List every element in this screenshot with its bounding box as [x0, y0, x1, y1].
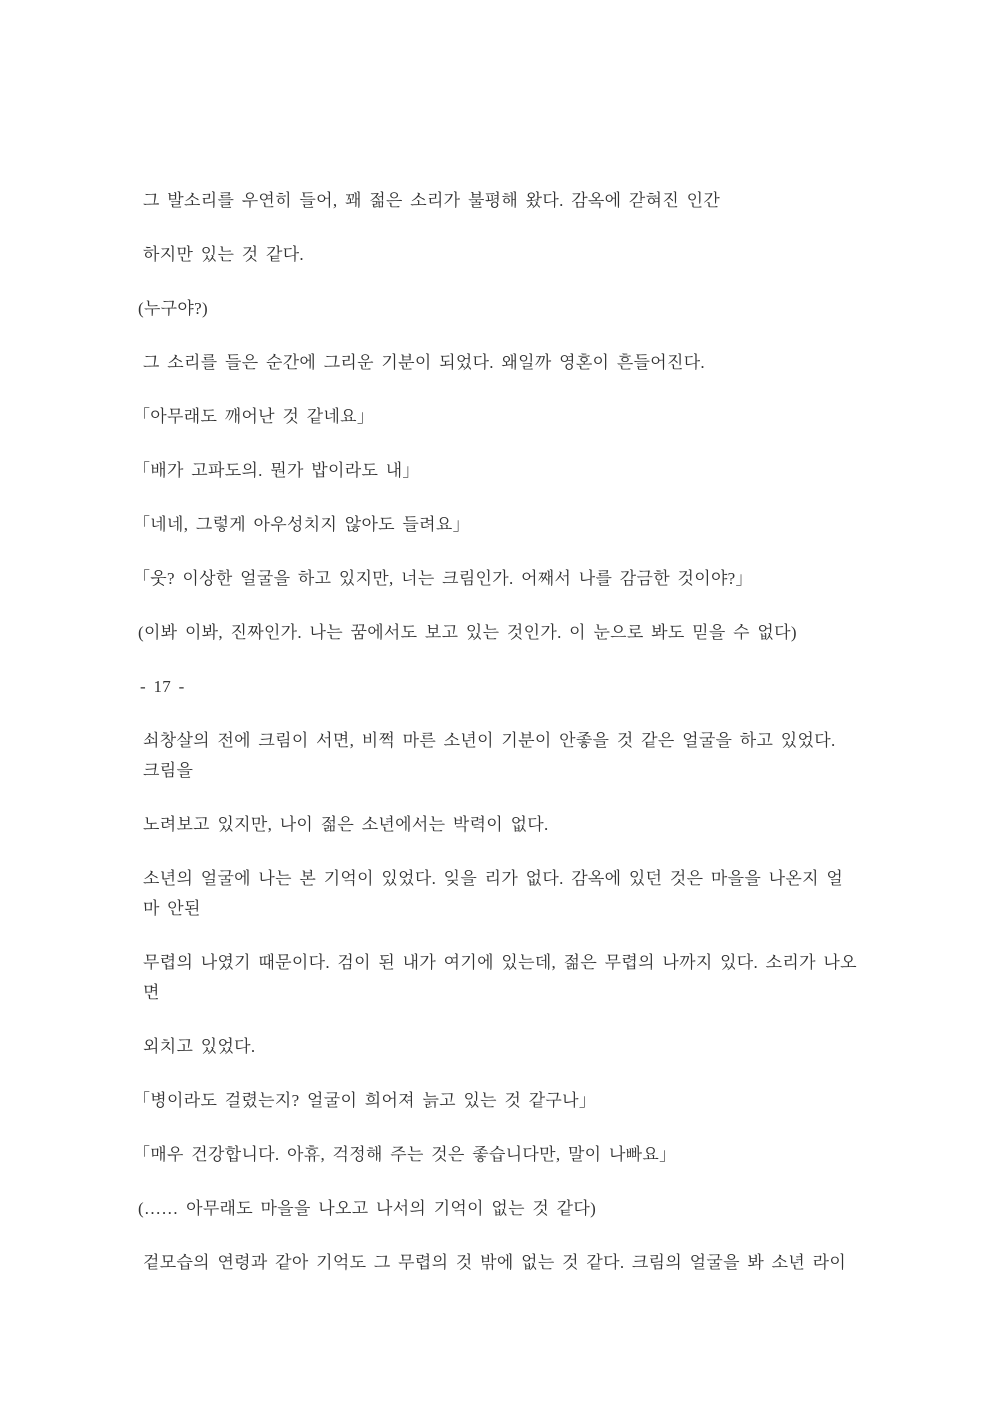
dialogue-line — [133, 456, 952, 486]
paragraph-line: 겉모습의 연령과 같아 기억도 그 무렵의 것 밖에 없는 것 같다. 크림의 얼굴을 봐 소년 라이 — [143, 1253, 847, 1272]
paragraph-line: (…… 아무래도 마을을 나오고 나서의 기억이 없는 것 같다) — [138, 1199, 597, 1218]
paragraph-line: 노려보고 있지만, 나이 젊은 소년에서는 박력이 없다. — [143, 815, 549, 834]
paragraph-line: 그 소리를 들은 순간에 그리운 기분이 되었다. 왜일까 영혼이 흔들어진다. — [143, 353, 705, 372]
dialogue-line — [133, 510, 952, 540]
paragraph-line: 크림을 — [143, 761, 194, 780]
paragraph-line: (이봐 이봐, 진짜인가. 나는 꿈에서도 보고 있는 것인가. 이 눈으로 봐도 믿을 수 없다) — [138, 623, 797, 642]
paragraph-line: 「아무래도 깨어난 것 같네요」 — [133, 407, 375, 426]
paragraph-line: 외치고 있었다. — [143, 1037, 256, 1056]
paragraph — [143, 240, 952, 270]
paragraph-line: 「웃? 이상한 얼굴을 하고 있지만, 너는 크림인가. 어째서 나를 감금한 것이야?」 — [133, 569, 753, 588]
paragraph-line: 「매우 건강합니다. 아휴, 걱정해 주는 것은 좋습니다만, 말이 나빠요」 — [133, 1145, 677, 1164]
thought-line — [138, 294, 952, 324]
paragraph-line: 그 발소리를 우연히 들어, 꽤 젊은 소리가 불평해 왔다. 감옥에 갇혀진 인간 — [143, 191, 721, 210]
paragraph — [143, 1248, 952, 1278]
paragraph-line: 「네네, 그렇게 아우성치지 않아도 들려요」 — [133, 515, 470, 534]
thought-line — [138, 1194, 952, 1224]
paragraph — [143, 726, 952, 786]
paragraph-line: 하지만 있는 것 같다. — [143, 245, 304, 264]
paragraph — [143, 348, 952, 378]
page-number-label: - 17 - — [140, 677, 185, 696]
paragraph-line: 「배가 고파도의. 뭔가 밥이라도 내」 — [133, 461, 420, 480]
paragraph — [143, 186, 952, 216]
thought-line — [138, 618, 952, 648]
dialogue-line — [133, 402, 952, 432]
paragraph-line: 면 — [143, 983, 160, 1002]
paragraph — [143, 1032, 952, 1062]
dialogue-line — [133, 564, 952, 594]
page-number — [140, 672, 952, 702]
paragraph-line: 쇠창살의 전에 크림이 서면, 비쩍 마른 소년이 기분이 안좋을 것 같은 얼굴을 하고 있었다. — [143, 731, 836, 750]
dialogue-line — [133, 1086, 952, 1116]
paragraph-line: 소년의 얼굴에 나는 본 기억이 있었다. 잊을 리가 없다. 감옥에 있던 것은 마을을 나온지 얼 — [143, 869, 844, 888]
paragraph — [143, 864, 952, 924]
dialogue-line — [133, 1140, 952, 1170]
paragraph — [143, 810, 952, 840]
paragraph-line: 무렵의 나였기 때문이다. 검이 된 내가 여기에 있는데, 젊은 무렵의 나까지 있다. 소리가 나오 — [143, 953, 857, 972]
paragraph-line: (누구야?) — [138, 299, 208, 318]
paragraph — [143, 948, 952, 1008]
paragraph-line: 「병이라도 걸렸는지? 얼굴이 희어져 늙고 있는 것 같구나」 — [133, 1091, 597, 1110]
paragraph-line: 마 안된 — [143, 899, 201, 918]
